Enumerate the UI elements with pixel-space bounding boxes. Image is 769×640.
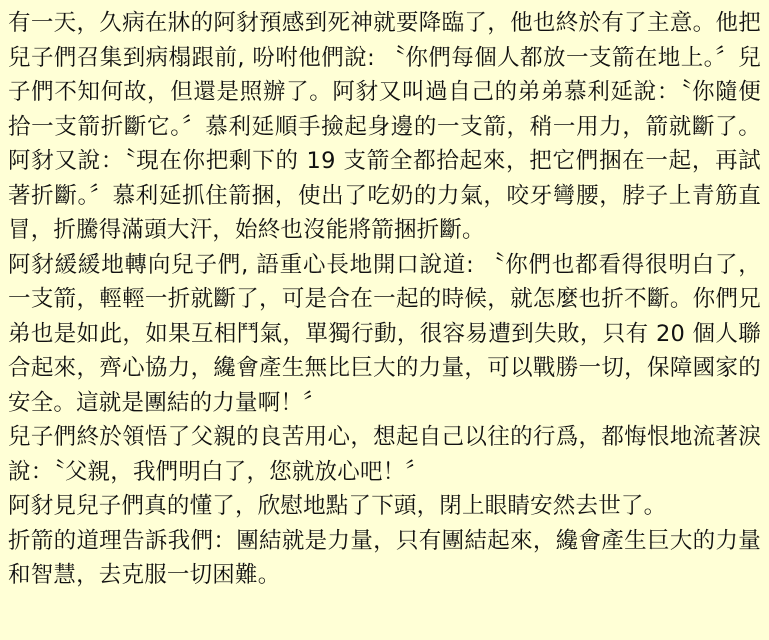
paragraph-1: 有一天，久病在牀的阿豺預感到死神就要降臨了，他也終於有了主意。他把兒子們召集到病榻跟前, 吩咐他們說: 〝你們每個人都放一支箭在地上。〞兒子們不知何故，但還是照辦了。阿豺又叫過自己的弟弟慕利延說：〝你隨便拾一支箭折斷它。〞慕利延順手撿起身邊的一支箭，稍一用力，箭就斷了。阿豺又說：〝現在你把剩下的 19 支箭全都拾起來，把它們捆在一起，再試著折斷。〞慕利延抓住箭捆，使出了吃奶的力氣，咬牙彎腰，脖子上青筋直冒，折騰得滿頭大汗，始終也沒能將箭捆折斷。 [8,10,761,243]
paragraph-2: 阿豺緩緩地轉向兒子們, 語重心長地開口說道: 〝你們也都看得很明白了，一支箭，輕輕一折就斷了，可是合在一起的時候，就怎麼也折不斷。你們兄弟也是如此，如果互相鬥氣，單獨行動，很容易遭到失敗，只有 20 個人聯合起來，齊心協力，纔會產生無比巨大的力量，可以戰勝一切，保障國家的安全。這就是團結的力量啊！〞 [8,251,761,416]
paragraph-3: 兒子們終於領悟了父親的良苦用心，想起自己以往的行爲，都悔恨地流著淚說：〝父親，我們明白了，您就放心吧！〞 [8,424,761,485]
paragraph-4: 阿豺見兒子們真的懂了，欣慰地點了下頭，閉上眼睛安然去世了。 [8,493,667,519]
paragraph-5: 折箭的道理告訴我們：團結就是力量，只有團結起來，纔會產生巨大的力量和智慧，去克服一切困難。 [8,527,761,588]
